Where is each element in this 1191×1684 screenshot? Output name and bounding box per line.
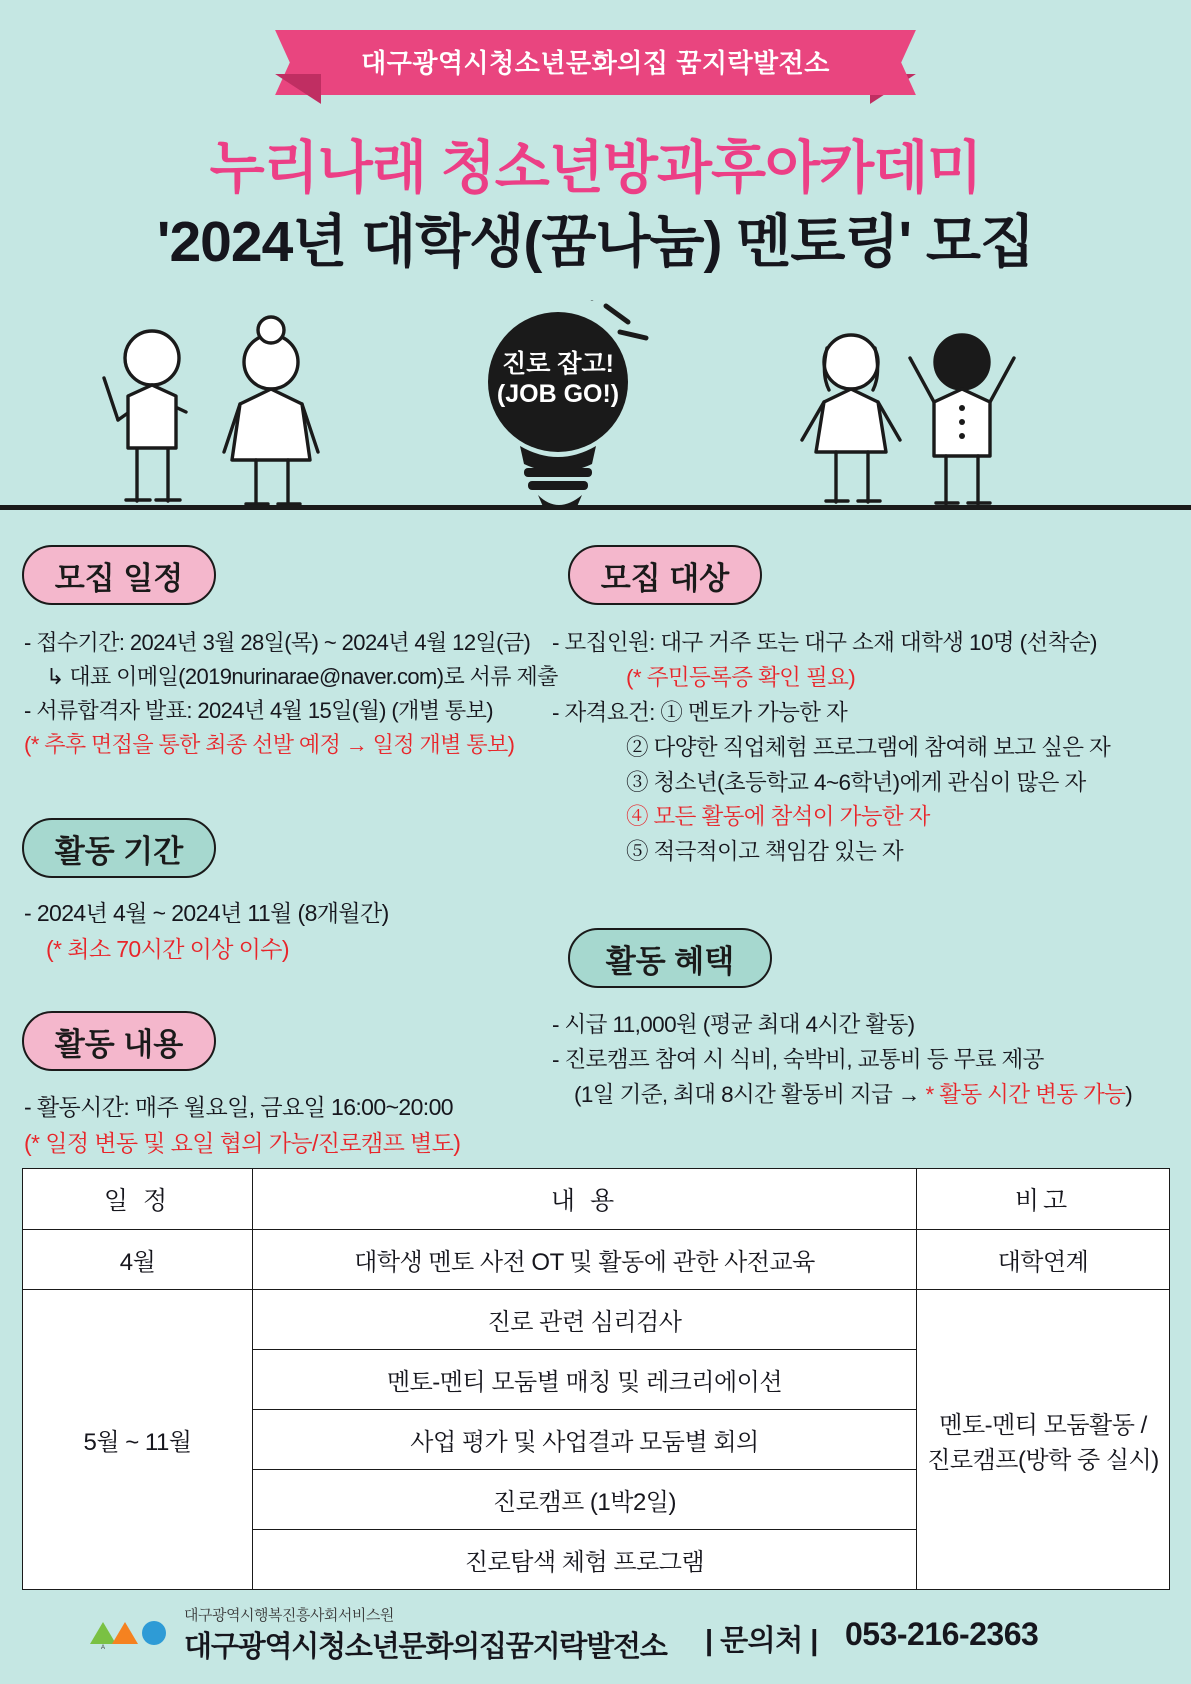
target-line-3: - 자격요건: ① 멘토가 가능한 자 [552, 699, 848, 725]
target-line-6: ④ 모든 활동에 참석이 가능한 자 [626, 804, 930, 830]
period-text [24, 896, 389, 967]
table-cell-content-5: 진로탐색 체험 프로그램 [253, 1530, 917, 1590]
target-line-5: ③ 청소년(초등학교 4~6학년)에게 관심이 많은 자 [626, 769, 1086, 795]
content-line-2: (* 일정 변동 및 요일 협의 가능/진로캠프 별도) [24, 1129, 461, 1156]
section-pill-period: 활동 기간 [22, 818, 216, 878]
schedule-line-3: - 서류합격자 발표: 2024년 4월 15일(월) (개별 통보) [24, 698, 493, 724]
table-cell-content-2: 멘토-멘티 모둠별 매칭 및 레크리에이션 [253, 1350, 917, 1410]
benefit-line-3b: * 활동 시간 변동 가능 [925, 1081, 1126, 1107]
table-row [23, 1290, 1170, 1350]
contact-label: | 문의처 | [705, 1625, 818, 1657]
ribbon-tail-right [870, 74, 916, 104]
svg-text:A: A [101, 1645, 106, 1650]
content-line-1: - 활동시간: 매주 월요일, 금요일 16:00~20:00 [24, 1094, 453, 1120]
ribbon-tail-left [275, 74, 321, 104]
page-title-line2: '2024년 대학생(꿈나눔) 멘토링' 모집 [156, 210, 1035, 274]
period-line-1: - 2024년 4월 ~ 2024년 11월 (8개월간) [24, 900, 389, 926]
organization-logo-icon [86, 1614, 174, 1650]
ribbon-banner [0, 30, 1191, 95]
target-line-1: - 모집인원: 대구 거주 또는 대구 소재 대학생 10명 (선착순) [552, 630, 1097, 655]
section-pill-schedule: 모집 일정 [22, 545, 216, 605]
bulb-slogan-line1: 진로 잡고! [502, 350, 614, 378]
benefit-line-3a: (1일 기준, 최대 8시간 활동비 지급 → [574, 1081, 926, 1107]
table-cell-content-april: 대학생 멘토 사전 OT 및 활동에 관한 사전교육 [253, 1230, 917, 1290]
benefit-line-2: - 진로캠프 참여 시 식비, 숙박비, 교통비 등 무료 제공 [552, 1046, 1044, 1072]
target-line-2: (* 주민등록증 확인 필요) [626, 664, 856, 690]
table-note-line2: 진로캠프(방학 중 실시) [927, 1446, 1159, 1474]
table-header-schedule: 일 정 [23, 1169, 253, 1230]
benefit-line-3 [552, 1078, 1132, 1113]
section-pill-target: 모집 대상 [568, 545, 762, 605]
schedule-text [24, 626, 558, 762]
table-cell-content-1: 진로 관련 심리검사 [253, 1290, 917, 1350]
target-line-7: ⑤ 적극적이고 책임감 있는 자 [626, 839, 903, 865]
table-cell-note-may-nov [917, 1290, 1170, 1590]
period-line-2: (* 최소 70시간 이상 이수) [46, 935, 289, 962]
benefit-line-3c: ) [1125, 1081, 1133, 1107]
table-header-content: 내 용 [253, 1169, 917, 1230]
target-line-4: ② 다양한 직업체험 프로그램에 참여해 보고 싶은 자 [626, 734, 1111, 760]
footer [0, 1592, 1191, 1684]
page-title-line1: 누리나래 청소년방과후아카데미 [209, 136, 982, 200]
schedule-line-1: - 접수기간: 2024년 3월 28일(목) ~ 2024년 4월 12일(금) [24, 630, 531, 655]
content-text [24, 1090, 460, 1161]
footer-org-big: 대구광역시청소년문화의집꿈지락발전소 [184, 1631, 667, 1663]
schedule-line-2: ↳ 대표 이메일(2019nurinarae@naver.com)로 서류 제출 [46, 664, 558, 690]
benefit-text [552, 1008, 1132, 1113]
contact-number: 053-216-2363 [845, 1616, 1039, 1652]
table-header-note: 비고 [917, 1169, 1170, 1230]
section-pill-benefit: 활동 혜택 [568, 928, 772, 988]
table-cell-schedule-april: 4월 [23, 1230, 253, 1290]
program-table [22, 1168, 1170, 1590]
section-pill-content: 활동 내용 [22, 1011, 216, 1071]
table-cell-schedule-may-nov: 5월 ~ 11월 [23, 1290, 253, 1590]
table-header-row [23, 1169, 1170, 1230]
table-cell-content-4: 진로캠프 (1박2일) [253, 1470, 917, 1530]
ground-line [0, 505, 1191, 510]
table-cell-content-3: 사업 평가 및 사업결과 모둠별 회의 [253, 1410, 917, 1470]
ribbon-body [305, 30, 886, 95]
benefit-line-1: - 시급 11,000원 (평균 최대 4시간 활동) [552, 1012, 915, 1037]
bulb-slogan-line2: (JOB GO!) [496, 379, 620, 408]
target-text [552, 626, 1110, 870]
table-cell-note-april: 대학연계 [917, 1230, 1170, 1290]
lightbulb-icon [488, 300, 646, 510]
footer-org-small: 대구광역시행복진흥사회서비스원 [184, 1607, 394, 1624]
illustration-people [0, 300, 1191, 510]
table-note-line1: 멘토-멘티 모둠활동 / [939, 1411, 1147, 1439]
table-row [23, 1230, 1170, 1290]
ribbon-text: 대구광역시청소년문화의집 꿈지락발전소 [361, 48, 830, 78]
schedule-line-4: (* 추후 면접을 통한 최종 선발 예정 → 일정 개별 통보) [24, 732, 515, 758]
